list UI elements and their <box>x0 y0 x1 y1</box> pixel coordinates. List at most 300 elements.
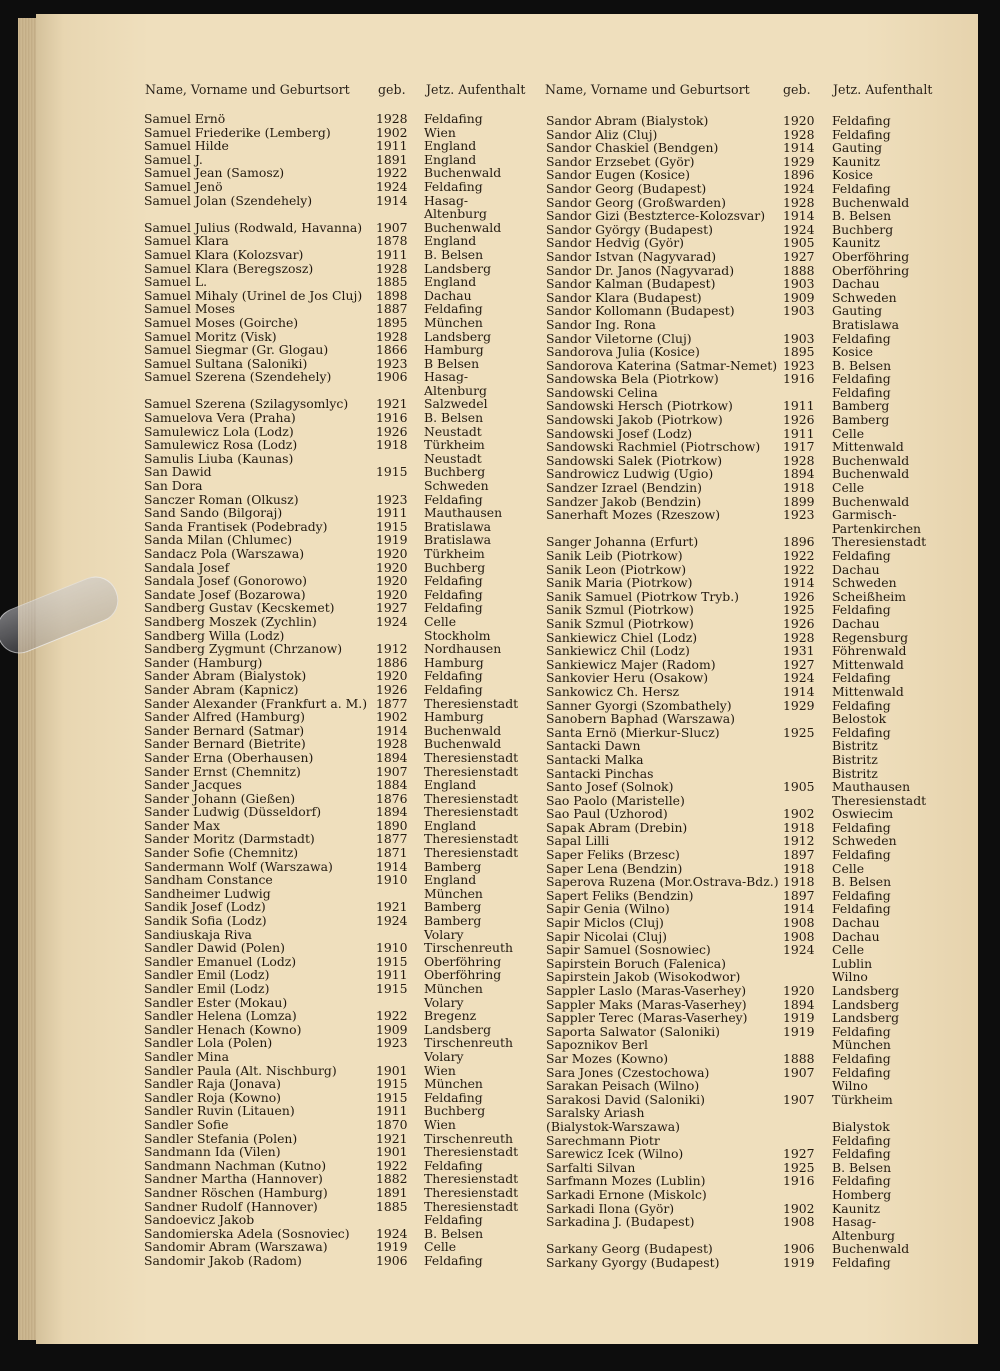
entry-name: Sanda Frantisek (Podebrady) <box>144 518 328 534</box>
entry-name: Sar Mozes (Kowno) <box>546 1050 669 1066</box>
entry-year: 1918 <box>783 819 815 835</box>
entry-name: Sander Ernst (Chemnitz) <box>144 763 301 779</box>
entry-name: Sandowski Hersch (Piotrkow) <box>546 398 733 414</box>
left-header-year: geb. <box>378 82 406 97</box>
entry-place: Buchenwald <box>832 1241 910 1257</box>
entry-year: 1886 <box>376 654 408 670</box>
entry-name: Sandler Ester (Mokau) <box>144 994 288 1010</box>
entry-place: Gauting <box>832 140 883 156</box>
entry-name: Sanik Szmul (Piotrkow) <box>546 602 694 618</box>
entry-place: Feldafing <box>424 111 483 126</box>
entry-year: 1884 <box>376 777 408 793</box>
entry-name: Sandomir Jakob (Radom) <box>144 1252 302 1268</box>
entry-place: Bregenz <box>424 1008 477 1024</box>
entry-place: Celle <box>424 613 457 629</box>
entry-name: Samuel Moses <box>144 301 236 317</box>
entry-year: 1928 <box>376 111 408 126</box>
entry-name: Sandheimer Ludwig <box>144 885 271 901</box>
entry-year: 1925 <box>783 1159 815 1175</box>
entry-place: Buchberg <box>424 1103 486 1119</box>
entry-place: Feldafing <box>832 180 891 196</box>
entry-year: 1894 <box>376 804 408 820</box>
entry-year: 1918 <box>783 860 815 876</box>
entry-year: 1903 <box>783 303 815 319</box>
entry-year: 1923 <box>783 507 815 523</box>
entry-name: Sandowski Jakob (Piotrkow) <box>546 412 723 428</box>
entry-name: Sandler Dawid (Polen) <box>144 940 285 956</box>
entry-name: Sanik Leib (Piotrkow) <box>546 548 683 563</box>
entry-year: 1919 <box>783 1254 815 1270</box>
entry-year: 1911 <box>376 505 408 521</box>
entry-name: Samuel Szerena (Szendehely) <box>144 369 332 385</box>
entry-name: Samuel Julius (Rodwald, Havanna) <box>144 219 363 235</box>
entry-year: 1924 <box>376 1225 408 1241</box>
entry-year: 1878 <box>376 233 408 249</box>
entry-place: Dachau <box>832 276 880 292</box>
entry-name: San Dawid <box>144 464 212 480</box>
entry-year: 1896 <box>783 167 815 183</box>
entry-year: 1902 <box>376 124 408 140</box>
entry-name: Sander Moritz (Darmstadt) <box>144 831 315 847</box>
entry-year: 1922 <box>783 548 815 563</box>
entry-name: Sandala Josef (Gonorowo) <box>144 573 308 589</box>
entry-year: 1929 <box>783 153 815 169</box>
entry-name: Sander (Hamburg) <box>144 654 263 670</box>
entry-name: Sandner Martha (Hannover) <box>144 1171 323 1187</box>
entry-place: Theresienstadt <box>424 804 519 820</box>
entry-name: Sandor Istvan (Nagyvarad) <box>546 248 717 264</box>
entry-place: Wien <box>424 1062 456 1078</box>
entry-name: Sandacz Pola (Warszawa) <box>144 546 305 561</box>
entry-year: 1914 <box>783 208 815 224</box>
entry-place: Feldafing <box>832 384 891 400</box>
entry-year: 1914 <box>376 858 408 874</box>
entry-name: Sandor Aliz (Cluj) <box>546 126 658 142</box>
entry-year: 1916 <box>376 410 408 426</box>
entry-name: Sandor Kollomann (Budapest) <box>546 303 735 319</box>
entry-year: 1905 <box>783 779 815 795</box>
entry-place: Volary <box>424 926 464 942</box>
entry-place: Scheißheim <box>832 588 907 604</box>
entry-name: Sandowski Celina <box>546 384 658 400</box>
entry-year: 1905 <box>783 235 815 251</box>
entry-name: Sandberg Moszek (Zychlin) <box>144 613 317 629</box>
entry-place: Dachau <box>832 928 880 944</box>
entry-place: Landsberg <box>424 260 492 276</box>
entry-place: Nordhausen <box>424 641 502 657</box>
entry-place: Theresienstadt <box>424 749 519 765</box>
entry-name: Sandomierska Adela (Sosnoviec) <box>144 1225 350 1241</box>
entry-place: Kaunitz <box>832 235 881 251</box>
entry-place: Feldafing <box>832 1146 891 1162</box>
entry-place: Neustadt <box>424 423 482 439</box>
entry-name: Sandomir Abram (Warszawa) <box>144 1239 328 1255</box>
entry-year: 1923 <box>783 357 815 373</box>
entry-name: Sandler Henach (Kowno) <box>144 1021 302 1037</box>
entry-place: Altenburg <box>832 1227 895 1243</box>
entry-place: Feldafing <box>424 600 483 616</box>
entry-year: 1926 <box>783 412 815 428</box>
entry-place: Oberföhring <box>424 967 502 983</box>
entry-place: Volary <box>424 994 464 1010</box>
entry-year: 1908 <box>783 1214 815 1230</box>
entry-year: 1896 <box>783 534 815 550</box>
entry-name: Sander Bernard (Satmar) <box>144 722 305 738</box>
entry-name: Sandler Paula (Alt. Nischburg) <box>144 1062 337 1078</box>
entry-place: Hamburg <box>424 654 484 670</box>
entry-place: Buchenwald <box>424 736 502 752</box>
entry-place: Schweden <box>832 289 897 305</box>
entry-year: 1909 <box>783 289 815 305</box>
entry-year: 1928 <box>783 629 815 645</box>
entry-place: Feldafing <box>832 1064 891 1080</box>
entry-name: Sankowicz Ch. Hersz <box>546 683 680 699</box>
entry-name: Sapoznikov Berl <box>546 1037 648 1053</box>
entry-place: Partenkirchen <box>832 520 922 536</box>
entry-year: 1919 <box>376 1239 408 1255</box>
entry-name: Samulewicz Rosa (Lodz) <box>144 437 298 453</box>
entry-place: Hasag- <box>424 369 469 385</box>
entry-year: 1895 <box>783 344 815 360</box>
entry-year: 1918 <box>376 437 408 453</box>
entry-place: Theresienstadt <box>424 1198 519 1214</box>
entry-year: 1914 <box>376 722 408 738</box>
entry-place: Kaunitz <box>832 153 881 169</box>
entry-name: Sandoevicz Jakob <box>144 1212 255 1228</box>
entry-name: Saper Feliks (Brzesc) <box>546 847 680 863</box>
entry-place: Feldafing <box>832 1254 891 1270</box>
entry-name: Santo Josef (Solnok) <box>546 779 674 795</box>
entry-year: 1911 <box>783 398 815 414</box>
entry-name: Sandate Josef (Bozarowa) <box>144 586 306 602</box>
entry-place: Salzwedel <box>424 396 488 412</box>
entry-place: München <box>424 981 483 996</box>
entry-name: Sandor Ing. Rona <box>546 316 656 332</box>
entry-place: Neustadt <box>424 450 482 466</box>
entry-place: Bistritz <box>832 751 878 767</box>
entry-place: Bamberg <box>424 858 482 874</box>
entry-place: Buchenwald <box>832 466 910 482</box>
entry-name: Santacki Dawn <box>546 738 641 754</box>
entry-place: England <box>424 151 477 167</box>
entry-name: Sander Alfred (Hamburg) <box>144 709 305 725</box>
entry-year: 1903 <box>783 276 815 292</box>
entry-place: Oberföhring <box>424 953 502 969</box>
entry-name: Sapert Feliks (Bendzin) <box>546 887 694 903</box>
entry-place: B. Belsen <box>424 1225 484 1241</box>
entry-place: Celle <box>832 425 865 441</box>
entry-year: 1911 <box>376 967 408 983</box>
left-header-name: Name, Vorname und Geburtsort <box>145 82 350 97</box>
entry-name: Sandor Georg (Budapest) <box>546 180 707 196</box>
entry-place: Schweden <box>832 833 897 849</box>
entry-year: 1928 <box>783 126 815 142</box>
entry-name: Sandor Georg (Großwarden) <box>546 194 726 210</box>
entry-name: Sanczer Roman (Olkusz) <box>144 491 299 507</box>
entry-name: Sarechmann Piotr <box>546 1132 660 1148</box>
entry-place: Feldafing <box>832 126 891 142</box>
entry-name: (Bialystok-Warszawa) <box>546 1118 680 1134</box>
entry-name: Sandor Eugen (Kosice) <box>546 167 690 183</box>
entry-name: Sandrowicz Ludwig (Ugio) <box>546 466 714 482</box>
entry-year: 1885 <box>376 274 408 290</box>
entry-place: England <box>424 872 477 888</box>
entry-place: Dachau <box>832 915 880 931</box>
entry-name: Sandler Helena (Lomza) <box>144 1008 297 1024</box>
entry-place: Garmisch- <box>832 507 897 523</box>
entry-place: England <box>424 817 477 833</box>
entry-place: Landsberg <box>832 996 900 1012</box>
entry-place: Buchenwald <box>832 194 910 210</box>
entry-name: Sandorova Julia (Kosice) <box>546 344 700 360</box>
entry-place: Wien <box>424 124 456 140</box>
entry-name: Samuel L. <box>144 274 208 290</box>
entry-year: 1911 <box>376 246 408 262</box>
entry-place: Oberföhring <box>832 262 910 278</box>
entry-name: Sanger Johanna (Erfurt) <box>546 534 699 550</box>
entry-name: Sandler Stefania (Polen) <box>144 1130 298 1146</box>
entry-place: Theresienstadt <box>832 534 927 550</box>
entry-place: Feldafing <box>832 371 891 387</box>
entry-year: 1890 <box>376 817 408 833</box>
entry-place: Hamburg <box>424 342 484 358</box>
entry-year: 1917 <box>783 439 815 455</box>
entry-year: 1902 <box>783 1200 815 1216</box>
entry-name: Sarkany Gyorgy (Budapest) <box>546 1254 720 1270</box>
entry-place: B. Belsen <box>832 874 892 890</box>
entry-place: Föhrenwald <box>832 643 907 659</box>
entry-place: Theresienstadt <box>424 763 519 779</box>
entry-name: Sandler Raja (Jonava) <box>144 1076 281 1092</box>
entry-place: Altenburg <box>424 382 487 398</box>
entry-name: Sapir Nicolai (Cluj) <box>546 928 668 944</box>
entry-year: 1924 <box>783 670 815 686</box>
entry-year: 1898 <box>376 287 408 303</box>
entry-name: Sander Abram (Kapnicz) <box>144 681 299 697</box>
entry-place: Tirschenreuth <box>424 1035 513 1051</box>
entry-year: 1915 <box>376 1076 408 1092</box>
entry-name: Sandowska Bela (Piotrkow) <box>546 371 719 387</box>
entry-place: Feldafing <box>832 887 891 903</box>
entry-name: Sanner Gyorgi (Szombathely) <box>546 697 732 713</box>
entry-year: 1911 <box>376 138 408 154</box>
entry-name: Samulewicz Lola (Lodz) <box>144 423 294 439</box>
entry-year: 1927 <box>376 600 408 616</box>
entry-name: Sandor Abram (Bialystok) <box>546 113 709 128</box>
entry-place: Buchenwald <box>424 219 502 235</box>
entry-name: Sandor György (Budapest) <box>546 221 713 237</box>
entry-name: Sandler Emanuel (Lodz) <box>144 953 297 969</box>
entry-name: Samuel Szerena (Szilagysomlyc) <box>144 396 349 412</box>
entry-name: Sao Paolo (Maristelle) <box>546 792 685 808</box>
entry-name: Sandler Emil (Lodz) <box>144 981 270 996</box>
entry-name: Santa Ernö (Mierkur-Slucz) <box>546 724 720 740</box>
entry-year: 1894 <box>783 466 815 482</box>
entry-name: Sandner Röschen (Hamburg) <box>144 1184 328 1200</box>
entry-year: 1920 <box>376 668 408 684</box>
entry-name: Saporta Salwator (Saloniki) <box>546 1023 721 1039</box>
entry-year: 1926 <box>783 588 815 604</box>
entry-place: England <box>424 777 477 793</box>
entry-year: 1927 <box>783 656 815 672</box>
entry-name: Sandler Ruvin (Litauen) <box>144 1103 295 1119</box>
entry-year: 1922 <box>783 561 815 577</box>
entry-place: Theresienstadt <box>424 790 519 806</box>
entry-name: Sappler Laslo (Maras-Vaserhey) <box>546 983 747 998</box>
entry-name: Samuel Moses (Goirche) <box>144 314 299 330</box>
entry-place: Feldafing <box>832 1050 891 1066</box>
entry-year: 1920 <box>783 113 815 128</box>
entry-year: 1915 <box>376 1089 408 1105</box>
entry-year: 1915 <box>376 953 408 969</box>
entry-place: Feldafing <box>832 548 891 563</box>
entry-place: Buchenwald <box>832 452 910 468</box>
entry-year: 1925 <box>783 724 815 740</box>
entry-year: 1924 <box>376 178 408 194</box>
entry-year: 1923 <box>376 355 408 371</box>
entry-name: Sanobern Baphad (Warszawa) <box>546 711 735 727</box>
entry-place: Feldafing <box>832 1173 891 1189</box>
entry-name: Sanik Maria (Piotrkow) <box>546 575 693 591</box>
entry-name: Sandor Erzsebet (Györ) <box>546 153 695 169</box>
entry-place: Feldafing <box>424 681 483 697</box>
entry-name: Sandik Josef (Lodz) <box>144 899 266 915</box>
entry-place: Feldafing <box>832 602 891 618</box>
entry-name: Samuel Jenö <box>144 178 223 194</box>
entry-place: Türkheim <box>424 437 485 453</box>
entry-name: Sapal Lilli <box>546 833 610 849</box>
entry-name: Sarakosi David (Saloniki) <box>546 1091 705 1107</box>
entry-name: Sander Erna (Oberhausen) <box>144 749 314 765</box>
entry-year: 1921 <box>376 899 408 915</box>
entry-name: Sanik Samuel (Piotrkow Tryb.) <box>546 588 740 604</box>
entry-place: Wien <box>424 1116 456 1132</box>
entry-place: Theresienstadt <box>424 1144 519 1160</box>
entry-year: 1911 <box>376 1103 408 1119</box>
entry-year: 1928 <box>376 328 408 344</box>
entry-year: 1866 <box>376 342 408 358</box>
entry-year: 1907 <box>783 1064 815 1080</box>
entry-name: Samuel J. <box>144 151 203 167</box>
entry-place: Bistritz <box>832 765 878 781</box>
entry-place: Buchberg <box>424 464 486 480</box>
entry-year: 1897 <box>783 847 815 863</box>
entry-place: Feldafing <box>424 586 483 602</box>
entry-name: Sandzer Izrael (Bendzin) <box>546 480 702 496</box>
entry-year: 1902 <box>783 806 815 822</box>
entry-year: 1921 <box>376 1130 408 1146</box>
entry-year: 1928 <box>376 736 408 752</box>
entry-name: Sanik Szmul (Piotrkow) <box>546 615 694 631</box>
entry-year: 1902 <box>376 709 408 725</box>
entry-place: B. Belsen <box>424 246 484 262</box>
entry-year: 1923 <box>376 1035 408 1051</box>
entry-name: Sandmann Ida (Vilen) <box>144 1144 281 1160</box>
entry-name: Sandler Mina <box>144 1048 229 1064</box>
entry-name: Sandiuskaja Riva <box>144 926 252 942</box>
entry-year: 1906 <box>376 1252 408 1268</box>
entry-place: Landsberg <box>832 983 900 998</box>
entry-place: Schweden <box>832 575 897 591</box>
entry-place: Celle <box>832 480 865 496</box>
entry-place: Feldafing <box>832 1132 891 1148</box>
entry-place: Theresienstadt <box>832 792 927 808</box>
entry-year: 1926 <box>376 423 408 439</box>
entry-year: 1927 <box>783 248 815 264</box>
entry-year: 1920 <box>376 546 408 561</box>
entry-place: England <box>424 274 477 290</box>
entry-name: Sankovier Heru (Osakow) <box>546 670 709 686</box>
entry-year: 1916 <box>783 1173 815 1189</box>
entry-year: 1928 <box>376 260 408 276</box>
entry-year: 1929 <box>783 697 815 713</box>
entry-place: Feldafing <box>424 573 483 589</box>
entry-place: Oberföhring <box>832 248 910 264</box>
entry-place: Wilno <box>832 969 868 985</box>
entry-name: Sankiewicz Majer (Radom) <box>546 656 716 672</box>
entry-place: Theresienstadt <box>424 831 519 847</box>
entry-place: Feldafing <box>424 1157 483 1173</box>
entry-name: Sandberg Gustav (Kecskemet) <box>144 600 335 616</box>
entry-place: Hasag- <box>832 1214 877 1230</box>
entry-year: 1927 <box>783 1146 815 1162</box>
entry-name: Sandmann Nachman (Kutno) <box>144 1157 327 1173</box>
entry-place: München <box>424 1076 483 1092</box>
entry-name: Samuel Moritz (Visk) <box>144 328 277 344</box>
entry-name: Sappler Terec (Maras-Vaserhey) <box>546 1010 748 1026</box>
entry-name: Sander Alexander (Frankfurt a. M.) <box>144 695 368 711</box>
entry-place: England <box>424 138 477 154</box>
entry-place: B. Belsen <box>424 410 484 426</box>
entry-name: Sarkadi Ilona (Györ) <box>546 1200 675 1216</box>
entry-name: Sandler Sofie <box>144 1116 229 1132</box>
entry-name: Sander Johann (Gießen) <box>144 790 296 806</box>
entry-name: San Dora <box>144 478 203 494</box>
entry-year: 1919 <box>783 1023 815 1039</box>
entry-place: Feldafing <box>832 113 891 128</box>
entry-place: Feldafing <box>424 491 483 507</box>
entry-place: B. Belsen <box>832 208 892 224</box>
entry-place: Feldafing <box>424 1212 483 1228</box>
entry-name: Sandor Gizi (Bestzterce-Kolozsvar) <box>546 208 766 224</box>
entry-place: Feldafing <box>424 1089 483 1105</box>
entry-place: Mittenwald <box>832 439 904 455</box>
entry-name: Sandowski Salek (Piotrkow) <box>546 452 723 468</box>
entry-year: 1931 <box>783 643 815 659</box>
entry-name: Sandham Constance <box>144 872 273 888</box>
entry-place: Gauting <box>832 303 883 319</box>
entry-place: Feldafing <box>424 301 483 317</box>
entry-name: Sander Ludwig (Düsseldorf) <box>144 804 322 820</box>
entry-year: 1926 <box>376 681 408 697</box>
entry-place: B. Belsen <box>832 1159 892 1175</box>
entry-year: 1877 <box>376 831 408 847</box>
entry-year: 1907 <box>376 219 408 235</box>
entry-year: 1911 <box>783 425 815 441</box>
entry-year: 1901 <box>376 1062 408 1078</box>
entry-name: Sander Bernard (Bietrite) <box>144 736 306 752</box>
entry-place: Buchberg <box>424 559 486 575</box>
entry-name: Sandler Roja (Kowno) <box>144 1089 281 1105</box>
entry-name: Sapir Genia (Wilno) <box>546 901 670 917</box>
entry-place: Feldafing <box>832 330 891 346</box>
entry-place: Türkheim <box>832 1091 893 1107</box>
entry-name: Sandzer Jakob (Bendzin) <box>546 493 702 509</box>
entry-place: B Belsen <box>424 355 480 371</box>
entry-year: 1924 <box>783 221 815 237</box>
entry-year: 1907 <box>783 1091 815 1107</box>
entry-name: Santacki Pinchas <box>546 765 654 781</box>
